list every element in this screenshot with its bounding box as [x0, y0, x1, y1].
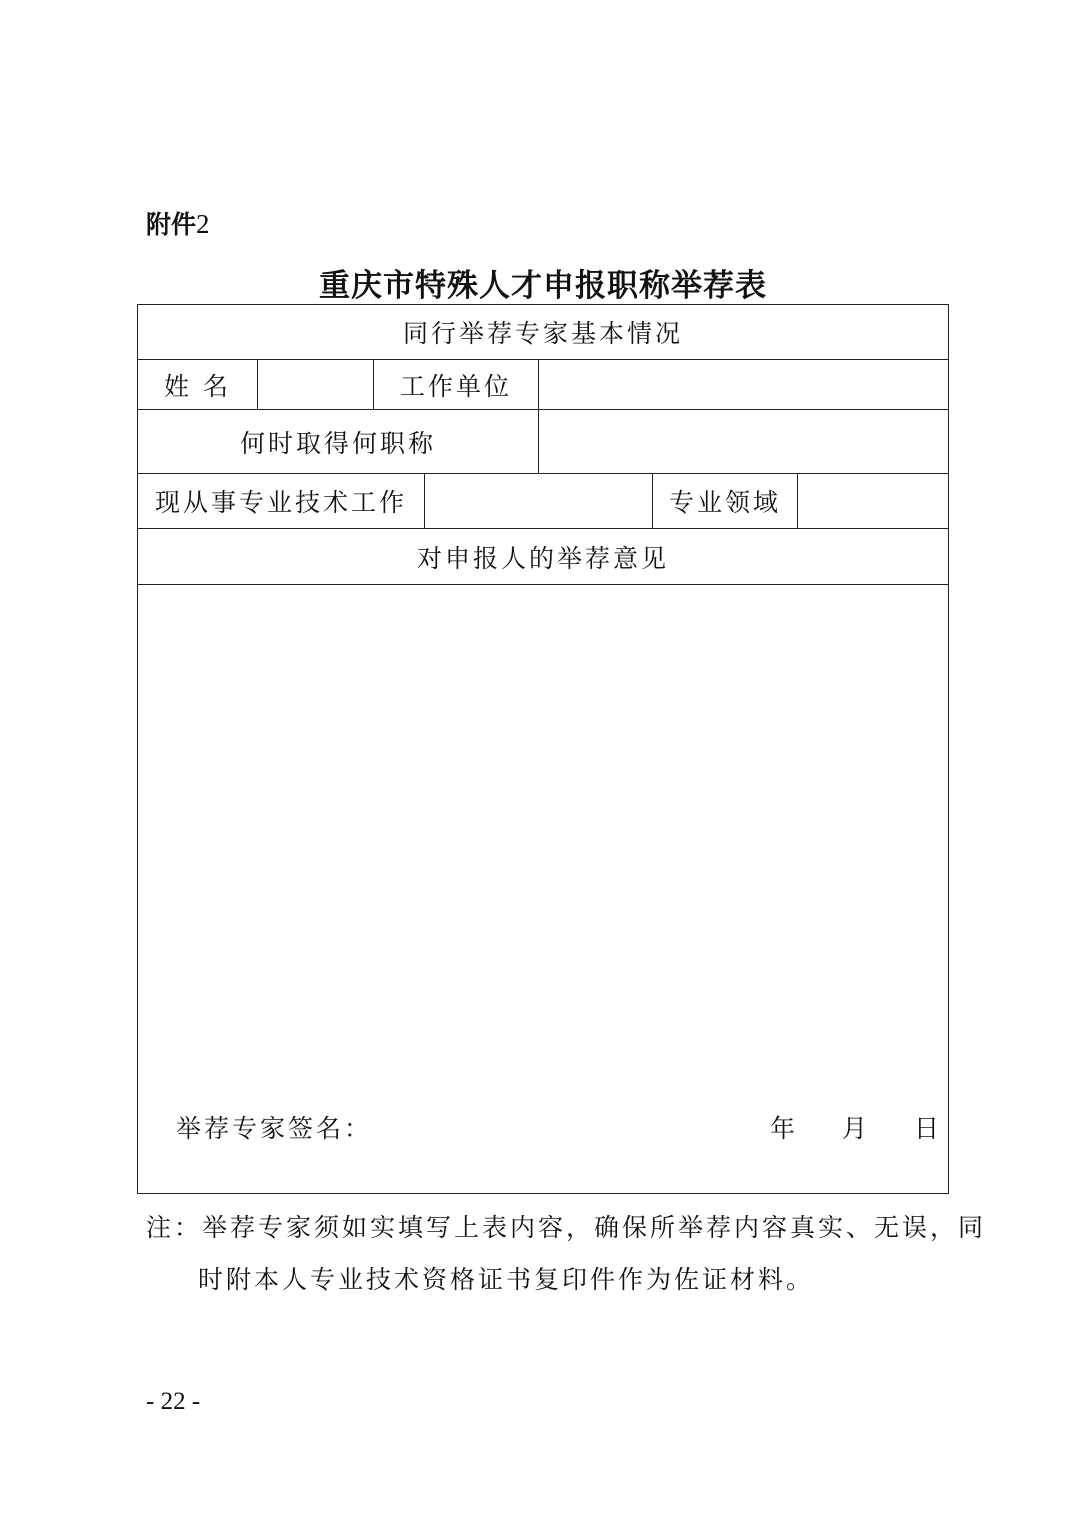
name-field[interactable] — [257, 359, 374, 410]
field-label: 专业领域 — [652, 473, 798, 529]
page-number: - 22 - — [146, 1388, 201, 1415]
attachment-label — [146, 205, 210, 241]
note-line-1: 注：举荐专家须如实填写上表内容，确保所举荐内容真实、无误，同 — [146, 1213, 987, 1242]
page-title: 重庆市特殊人才申报职称举荐表 — [319, 268, 767, 304]
date-month-label: 月 — [842, 1114, 871, 1143]
field-field[interactable] — [797, 473, 949, 529]
attachment-label-text: 附件 — [146, 210, 197, 239]
opinion-area[interactable] — [137, 584, 949, 1194]
employer-field[interactable] — [538, 359, 949, 410]
date-year-label: 年 — [770, 1114, 799, 1143]
title-time-label: 何时取得何职称 — [137, 409, 539, 474]
current-work-field[interactable] — [424, 473, 653, 529]
employer-label: 工作单位 — [373, 359, 539, 410]
attachment-number: 2 — [196, 209, 210, 239]
section-basic-info-header: 同行举荐专家基本情况 — [137, 304, 949, 360]
section-opinion-header: 对申报人的举荐意见 — [137, 528, 949, 585]
name-label: 姓 名 — [137, 359, 258, 410]
note-line-2: 时附本人专业技术资格证书复印件作为佐证材料。 — [198, 1265, 815, 1294]
current-work-label: 现从事专业技术工作 — [137, 473, 425, 529]
title-time-field[interactable] — [538, 409, 949, 474]
date-day-label: 日 — [914, 1114, 943, 1143]
signature-label: 举荐专家签名： — [176, 1114, 373, 1143]
